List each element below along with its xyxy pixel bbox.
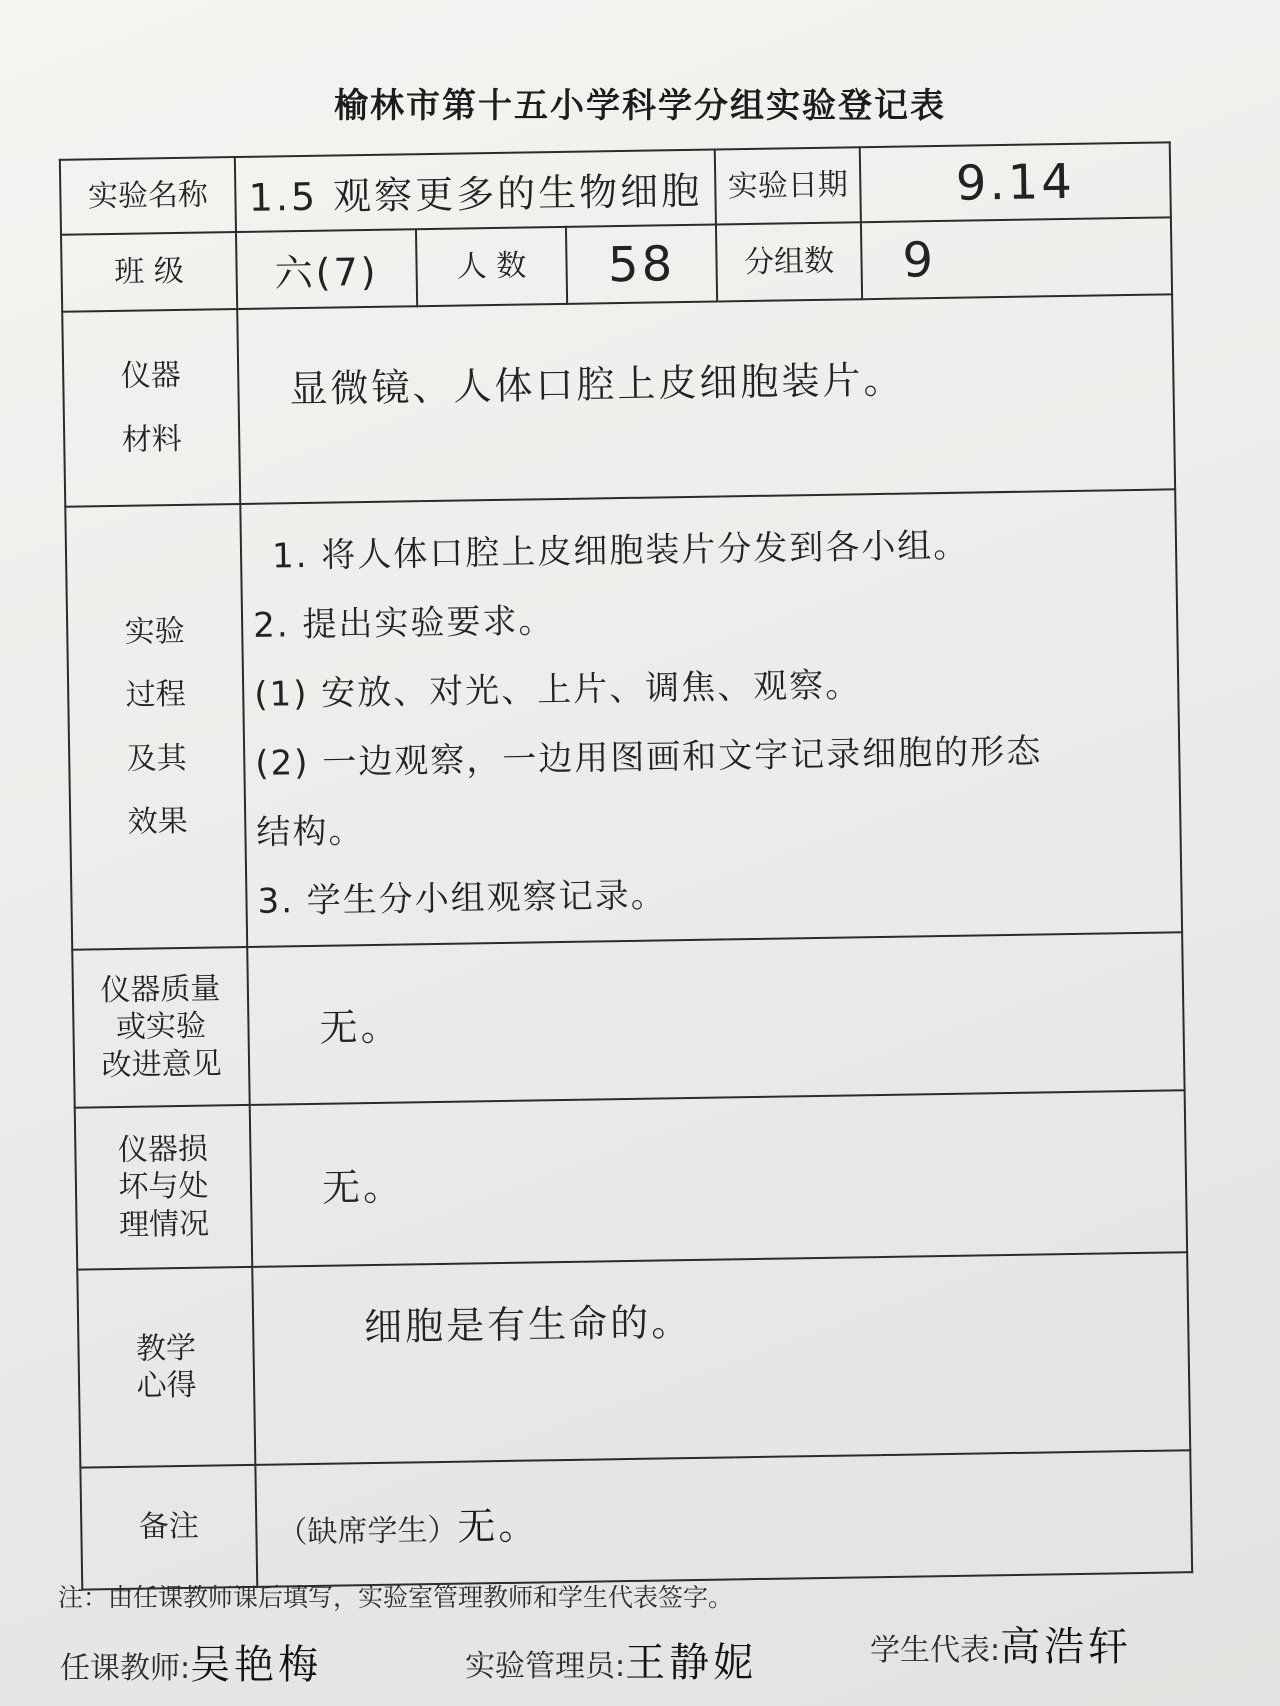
admin-signature xyxy=(465,1631,757,1688)
registration-table xyxy=(59,141,1193,1590)
group-count-value: 9 xyxy=(861,218,1172,300)
remarks-value xyxy=(255,1450,1192,1587)
class-label: 班 级 xyxy=(61,232,237,312)
class-value: 六(7) xyxy=(236,229,417,309)
remarks-prefix: （缺席学生） xyxy=(277,1512,458,1551)
damage-value: 无。 xyxy=(250,1090,1187,1267)
materials-label: 仪器 材料 xyxy=(62,309,240,507)
student-signature xyxy=(870,1615,1132,1672)
process-step-1: 1. 将人体口腔上皮细胞装片分发到各小组。 xyxy=(271,525,970,577)
student-name: 高浩轩 xyxy=(1000,1624,1133,1670)
signature-row xyxy=(60,1624,1220,1688)
footer-note: 注：由任课教师课后填写，实验室管理教师和学生代表签字。 xyxy=(58,1583,734,1612)
headcount-value: 58 xyxy=(566,225,717,305)
admin-name: 王静妮 xyxy=(625,1640,758,1686)
materials-value: 显微镜、人体口腔上皮细胞装片。 xyxy=(237,295,1175,505)
process-step-2-1: (1) 安放、对光、上片、调焦、观察。 xyxy=(253,665,862,715)
remarks-text: 无。 xyxy=(457,1503,540,1549)
process-value xyxy=(240,490,1182,947)
teacher-signature xyxy=(60,1633,322,1690)
process-step-2-2: (2) 一边观察，一边用图画和文字记录细胞的形态 xyxy=(255,731,1043,784)
experiment-name-value: 1.5 观察更多的生物细胞 xyxy=(235,150,716,233)
damage-label: 仪器损 坏与处 理情况 xyxy=(75,1105,253,1270)
quality-label: 仪器质量 或实验 改进意见 xyxy=(72,947,249,1107)
process-label: 实验 过程 及其 效果 xyxy=(65,504,247,950)
teacher-name: 吴艳梅 xyxy=(190,1642,323,1688)
process-step-2-2-cont: 结构。 xyxy=(256,810,365,853)
experiment-date-label: 实验日期 xyxy=(715,147,861,224)
teacher-label: 任课教师: xyxy=(60,1651,191,1686)
remarks-label: 备注 xyxy=(80,1465,257,1590)
insight-label: 教学 心得 xyxy=(77,1267,255,1468)
headcount-label: 人 数 xyxy=(416,227,567,307)
admin-label: 实验管理员: xyxy=(465,1649,626,1684)
experiment-name-label: 实验名称 xyxy=(60,157,236,235)
group-count-label: 分组数 xyxy=(716,222,862,301)
student-label: 学生代表: xyxy=(870,1633,1001,1668)
insight-value: 细胞是有生命的。 xyxy=(252,1252,1190,1465)
form-title: 榆林市第十五小学科学分组实验登记表 xyxy=(334,86,946,126)
quality-value: 无。 xyxy=(247,932,1184,1104)
process-step-2: 2. 提出实验要求。 xyxy=(252,600,555,646)
experiment-date-value: 9.14 xyxy=(860,142,1171,222)
process-step-3: 3. 学生分小组观察记录。 xyxy=(257,875,668,922)
